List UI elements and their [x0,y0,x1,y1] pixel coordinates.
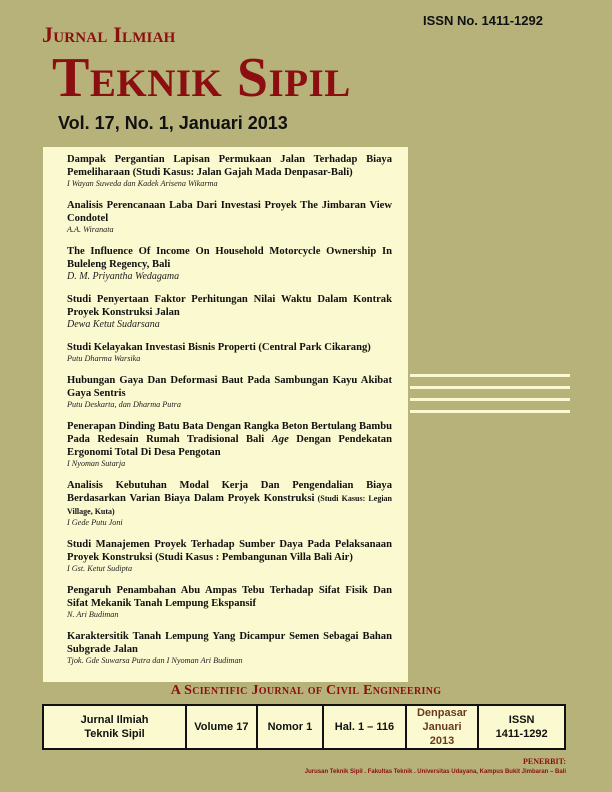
article-authors: Putu Deskarta, dan Dharma Putra [67,400,181,409]
journal-cell [43,705,186,749]
article-title [67,479,392,518]
article-title-italic: Age [271,434,289,445]
article-title: Studi Manajemen Proyek Terhadap Sumber Daya Pada Pelaksanaan Proyek Konstruksi (Studi Kasus : Pembangunan Villa Bali Air) [67,539,392,563]
article-authors: I Nyoman Sutarja [67,459,126,468]
article-authors: N. Ari Budiman [67,610,119,619]
issn-cell [478,705,565,749]
pages-cell: Hal. 1 – 116 [323,705,406,749]
article-7 [67,420,392,469]
journal-line-2: Teknik Sipil [84,728,145,740]
masthead [0,0,612,145]
number-cell: Nomor 1 [257,705,324,749]
article-5 [67,341,392,364]
article-8 [67,479,392,528]
article-3 [67,245,392,283]
journal-title: Teknik Sipil [52,47,351,109]
publisher-address: Jurusan Teknik Sipil . Fakultas Teknik . Universitas Udayana, Kampus Bukit Jimbaran – Bali [304,769,566,775]
article-case-study: (Studi Kasus: Legian Village, Kuta) [67,494,392,516]
journal-prefix: Jurnal Ilmiah [42,22,176,47]
article-title-main: Analisis Kebutuhan Modal Kerja Dan Pengendalian Biaya Berdasarkan Varian Biaya Dalam Proyek Konstruksi [67,480,392,504]
article-title: Karaktersitik Tanah Lempung Yang Dicampur Semen Sebagai Bahan Subgrade Jalan [67,631,392,655]
article-authors: D. M. Priyantha Wedagama [67,271,180,282]
issn-label: ISSN [508,714,535,726]
issn-value: 1411-1292 [495,728,548,740]
issue-info-table [42,704,566,750]
table-of-contents [67,153,392,676]
journal-tagline: A Scientific Journal of Civil Engineering [170,683,442,698]
decorative-stripes [410,374,570,414]
article-authors: Dewa Ketut Sudarsana [67,319,160,330]
place-date-cell [406,705,479,749]
article-11 [67,630,392,666]
article-1 [67,153,392,189]
article-authors: I Gst. Ketut Sudipta [67,564,133,573]
article-authors: A.A. Wiranata [67,225,114,234]
stripe [410,386,570,389]
article-4 [67,293,392,331]
article-title: Pengaruh Penambahan Abu Ampas Tebu Terhadap Sifat Fisik Dan Sifat Mekanik Tanah Lempung Ekspansif [67,585,392,609]
publisher-label: PENERBIT: [523,757,566,766]
article-title: Dampak Pergantian Lapisan Permukaan Jalan Terhadap Biaya Pemeliharaan (Studi Kasus: Jalan Gajah Mada Denpasar-Bali) [67,154,392,178]
journal-line-1: Jurnal Ilmiah [80,714,149,726]
volume-line: Vol. 17, No. 1, Januari 2013 [58,113,288,133]
article-title: The Influence Of Income On Household Motorcycle Ownership In Buleleng Regency, Bali [67,246,392,270]
article-title [67,420,392,459]
stripe [410,374,570,377]
article-title: Hubungan Gaya Dan Deformasi Baut Pada Sambungan Kayu Akibat Gaya Sentris [67,375,392,399]
stripe [410,398,570,401]
article-authors: Tjok. Gde Suwarsa Putra dan I Nyoman Ari Budiman [67,656,243,665]
article-6 [67,374,392,410]
article-2 [67,199,392,235]
volume-cell: Volume 17 [186,705,257,749]
article-title: Analisis Perencanaan Laba Dari Investasi Proyek The Jimbaran View Condotel [67,200,392,224]
stripe [410,410,570,413]
article-authors: I Gede Putu Joni [67,518,123,527]
article-title: Studi Penyertaan Faktor Perhitungan Nilai Waktu Dalam Kontrak Proyek Konstruksi Jalan [67,294,392,318]
article-9 [67,538,392,574]
issn-number: ISSN No. 1411-1292 [423,13,543,28]
article-title: Studi Kelayakan Investasi Bisnis Properti (Central Park Cikarang) [67,342,371,353]
place: Denpasar [416,707,468,719]
article-title-part: Dengan Pendekatan Ergonomi Total Di Desa Pengotan [67,434,393,458]
article-authors: I Wayan Suweda dan Kadek Arisena Wikarma [67,179,218,188]
article-authors: Putu Dharma Warsika [67,354,141,363]
article-title-part: Penerapan Dinding Batu Bata Dengan Rangka Beton Bertulang Bambu Pada Redesain Rumah Tradisional Bali [67,421,392,445]
table-row [43,705,565,749]
article-10 [67,584,392,620]
date: Januari 2013 [422,721,462,747]
